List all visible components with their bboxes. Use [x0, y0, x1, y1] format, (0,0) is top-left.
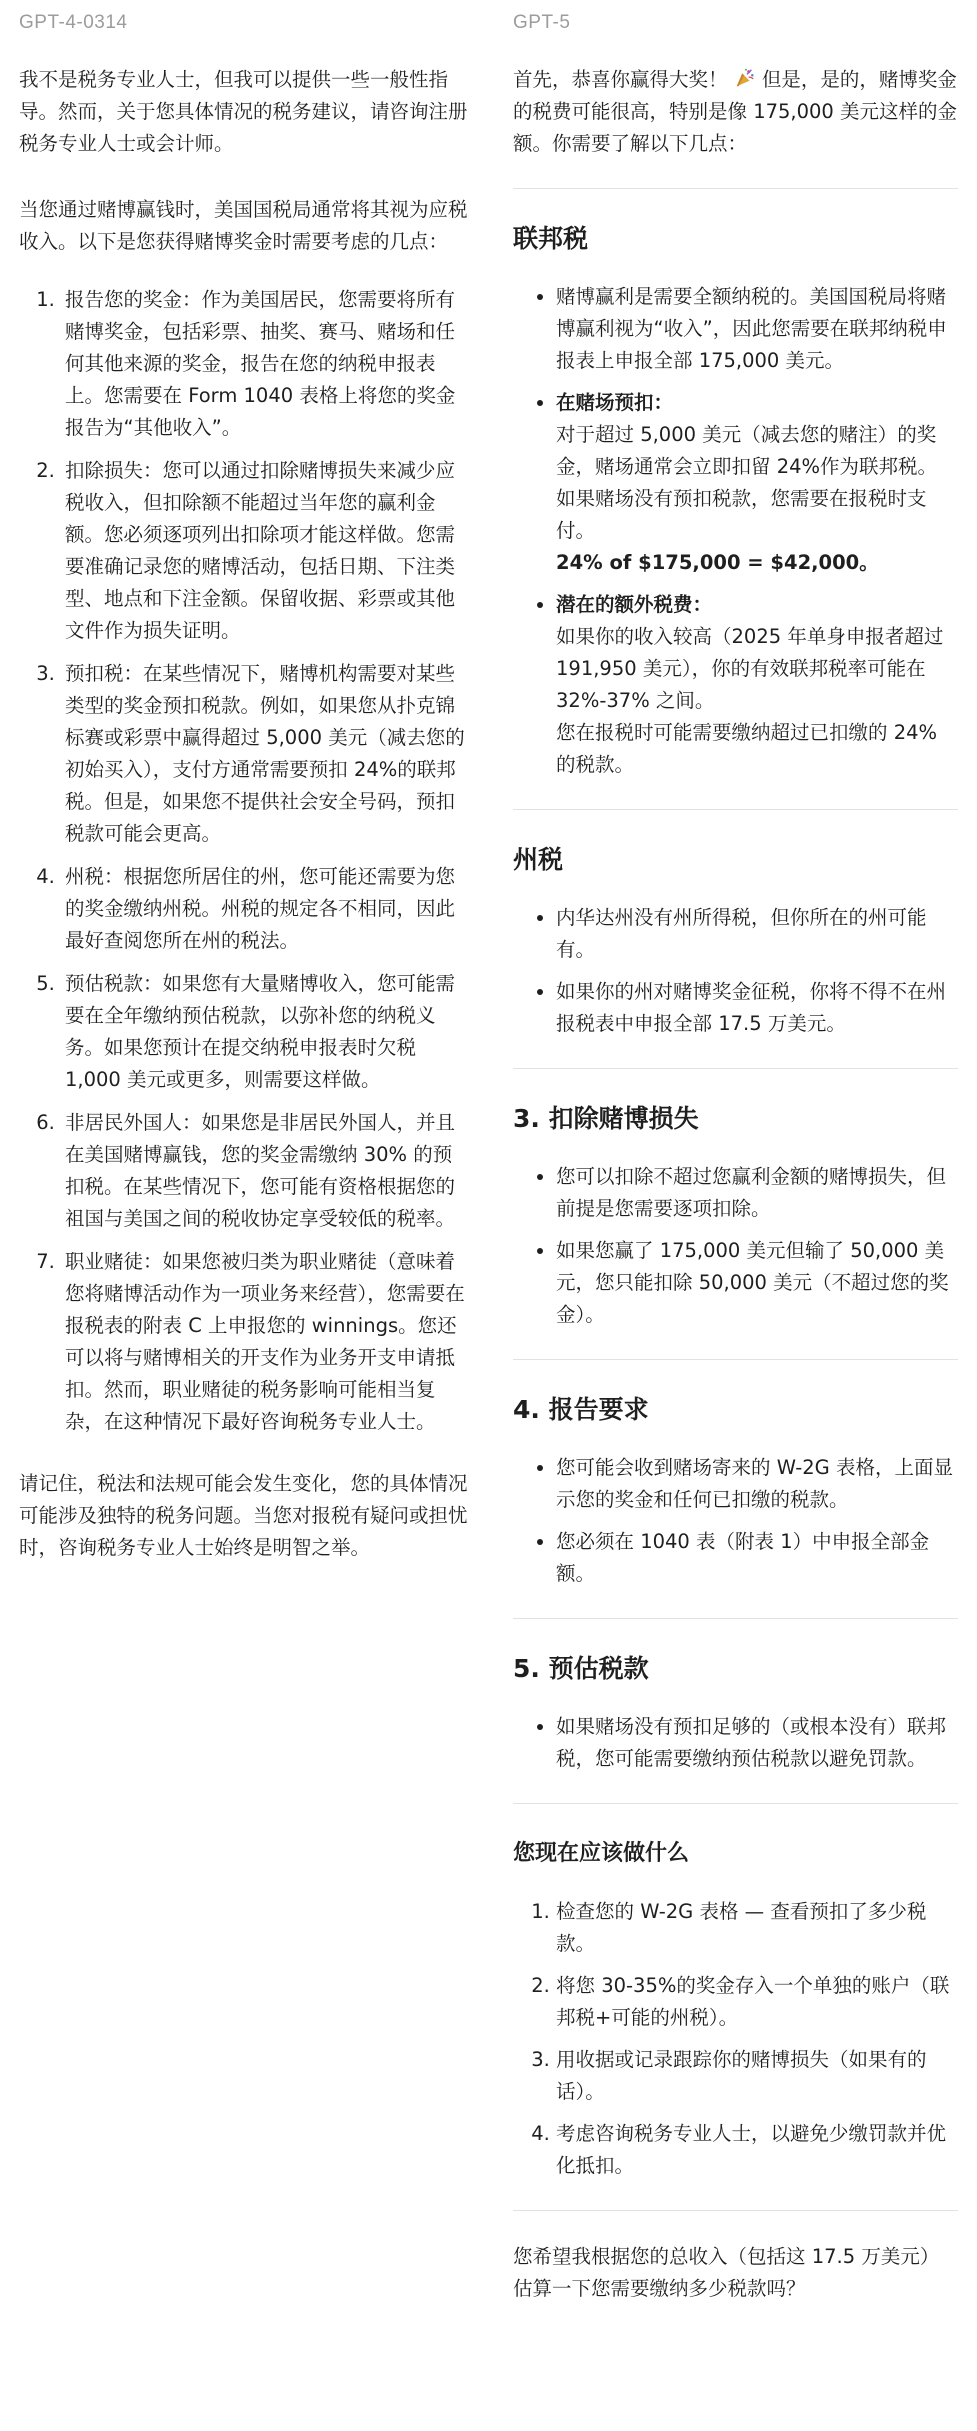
right-response-column	[513, 0, 958, 2305]
state-list	[513, 902, 958, 1040]
list-item: 1. 检查您的 W-2G 表格 — 查看预扣了多少税款。	[556, 1896, 958, 1960]
list-item: • 赌博赢利是需要全额纳税的。美国国税局将赌博赢利视为“收入”，因此您需要在联邦纳税申报表上申报全部 175,000 美元。	[556, 281, 958, 377]
list-item: • 您必须在 1040 表（附表 1）中申报全部金额。	[556, 1526, 958, 1590]
list-item: 5. 预估税款：如果您有大量赌博收入，您可能需要在全年缴纳预估税款，以弥补您的纳税义务。如果您预计在提交纳税申报表时欠税 1,000 美元或更多，则需要这样做。	[61, 968, 471, 1096]
list-item: • 内华达州没有州所得税，但你所在的州可能有。	[556, 902, 958, 966]
left-context-paragraph: 当您通过赌博赢钱时，美国国税局通常将其视为应税收入。以下是您获得赌博奖金时需要考虑的几点：	[19, 198, 468, 253]
section-divider	[513, 809, 958, 810]
list-item: 2. 将您 30-35%的奖金存入一个单独的账户（联邦税+可能的州税）。	[556, 1970, 958, 2034]
list-item: • 您可以扣除不超过您赢利金额的赌博损失，但前提是您需要逐项扣除。	[556, 1161, 958, 1225]
item-line: 如果赌场没有预扣税款，您需要在报税时支付。	[556, 487, 927, 542]
section-divider	[513, 1359, 958, 1360]
left-numbered-list	[19, 284, 471, 1438]
left-outro-paragraph: 请记住，税法和法规可能会发生变化，您的具体情况可能涉及独特的税务问题。当您对报税有疑问或担忧时，咨询税务专业人士始终是明智之举。	[19, 1472, 468, 1559]
section-divider	[513, 1068, 958, 1069]
left-response-column	[19, 0, 471, 1564]
model-label-right: GPT-5	[513, 12, 571, 33]
right-outro-paragraph: 您希望我根据您的总收入（包括这 17.5 万美元）估算一下您需要缴纳多少税款吗？	[513, 2245, 940, 2300]
item-line: 对于超过 5,000 美元（减去您的赌注）的奖金，赌场通常会立即扣留 24%作为联邦税。	[556, 423, 938, 478]
list-item	[556, 589, 958, 781]
reporting-list	[513, 1452, 958, 1590]
party-popper-icon	[734, 67, 756, 89]
list-item: • 您可能会收到赌场寄来的 W-2G 表格，上面显示您的奖金和任何已扣缴的税款。	[556, 1452, 958, 1516]
estimated-list	[513, 1711, 958, 1775]
model-label-left: GPT-4-0314	[19, 12, 128, 33]
list-item: • 如果你的州对赌博奖金征税，你将不得不在州报税表中申报全部 17.5 万美元。	[556, 976, 958, 1040]
section-divider	[513, 188, 958, 189]
section-heading-federal: 联邦税	[513, 224, 589, 253]
losses-list	[513, 1161, 958, 1331]
item-title: • 在赌场预扣：	[556, 391, 674, 414]
section-heading-state: 州税	[513, 845, 564, 874]
list-item: 2. 扣除损失：您可以通过扣除赌博损失来减少应税收入，但扣除额不能超过当年您的赢利金额。您必须逐项列出扣除项才能这样做。您需要准确记录您的赌博活动，包括日期、下注类型、地点和下注金额。保留收据、彩票或其他文件作为损失证明。	[61, 455, 471, 647]
section-divider	[513, 1618, 958, 1619]
item-title: • 潜在的额外税费：	[556, 593, 713, 616]
section-heading-reporting: 4. 报告要求	[513, 1395, 649, 1424]
section-heading-losses: 3. 扣除赌博损失	[513, 1104, 699, 1133]
list-item: • 如果赌场没有预扣足够的（或根本没有）联邦税，您可能需要缴纳预估税款以避免罚款。	[556, 1711, 958, 1775]
section-divider	[513, 1803, 958, 1804]
list-item: 6. 非居民外国人：如果您是非居民外国人，并且在美国赌博赢钱，您的奖金需缴纳 30% 的预扣税。在某些情况下，您可能有资格根据您的祖国与美国之间的税收协定享受较低的税率。	[61, 1107, 471, 1235]
list-item: • 如果您赢了 175,000 美元但输了 50,000 美元，您只能扣除 50,000 美元（不超过您的奖金）。	[556, 1235, 958, 1331]
intro-text-end: 但是，是的，赌博奖金的税费可能很高，特别是像 175,000 美元这样的金额。你需要了解以下几点：	[513, 68, 958, 155]
list-item: 7. 职业赌徒：如果您被归类为职业赌徒（意味着您将赌博活动作为一项业务来经营），您需要在报税表的附表 C 上申报您的 winnings。您还可以将与赌博相关的开支作为业务开支申请抵扣。然而，职业赌徒的税务影响可能相当复杂，在这种情况下最好咨询税务专业人士。	[61, 1246, 471, 1438]
section-heading-estimated: 5. 预估税款	[513, 1654, 649, 1683]
section-heading-todo: 您现在应该做什么	[513, 1841, 690, 1866]
list-item: 3. 预扣税：在某些情况下，赌博机构需要对某些类型的奖金预扣税款。例如，如果您从扑克锦标赛或彩票中赢得超过 5,000 美元（减去您的初始买入），支付方通常需要预扣 24%的联邦税。但是，如果您不提供社会安全号码，预扣税款可能会更高。	[61, 658, 471, 850]
list-item: 3. 用收据或记录跟踪你的赌博损失（如果有的话）。	[556, 2044, 958, 2108]
list-item	[556, 387, 958, 579]
item-line: 您在报税时可能需要缴纳超过已扣缴的 24% 的税款。	[556, 721, 938, 776]
left-intro-paragraph: 我不是税务专业人士，但我可以提供一些一般性指导。然而，关于您具体情况的税务建议，请咨询注册税务专业人士或会计师。	[19, 68, 468, 155]
list-item: 1. 报告您的奖金：作为美国居民，您需要将所有赌博奖金，包括彩票、抽奖、赛马、赌场和任何其他来源的奖金，报告在您的纳税申报表上。您需要在 Form 1040 表格上将您的奖金报告为“其他收入”。	[61, 284, 471, 444]
item-line: 如果你的收入较高（2025 年单身申报者超过 191,950 美元），你的有效联邦税率可能在 32%-37% 之间。	[556, 625, 944, 712]
right-intro-paragraph	[513, 64, 958, 160]
item-line-strong: 24% of $175,000 = $42,000。	[556, 551, 879, 574]
list-item: 4. 考虑咨询税务专业人士，以避免少缴罚款并优化抵扣。	[556, 2118, 958, 2182]
federal-list	[513, 281, 958, 781]
section-divider	[513, 2210, 958, 2211]
todo-list	[513, 1896, 958, 2182]
intro-text-start: 首先，恭喜你赢得大奖！	[513, 68, 728, 91]
list-item: 4. 州税：根据您所居住的州，您可能还需要为您的奖金缴纳州税。州税的规定各不相同，因此最好查阅您所在州的税法。	[61, 861, 471, 957]
